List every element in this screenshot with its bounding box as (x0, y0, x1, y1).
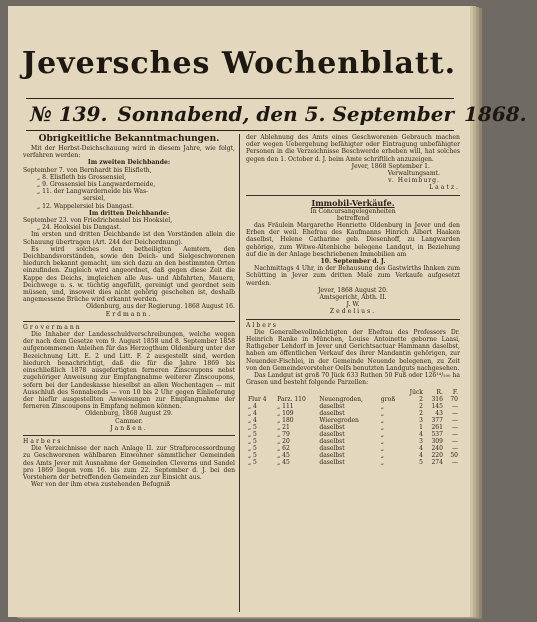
parcel-size: „ (380, 437, 384, 445)
schedule-row: „ 11. der Langwarderneide bis Was- (37, 188, 149, 196)
schedule-row: „ 9. Grossensiel bis Langwarderneide, (37, 181, 156, 189)
parcel-parz: „ 79 (277, 430, 290, 438)
table-row (246, 424, 460, 431)
parcel-parz: „ 111 (277, 402, 294, 410)
issue-date: Sonnabend, den 5. September (117, 102, 454, 126)
parcel-r: 316 (431, 395, 443, 403)
real-estate-paragraph: das Fräulein Margarethe Henriette Oldenburg in Jever und den Erben der weil. Ehefrau des Kaufmanns Hinrich Albert Haaken daselbst, Helene Catharine geb. Diesenhoff, zu Langwarden gehörige, zum Witwe-Altenbiche belegene Landgut, in Beziehung auf die in der Anlage beschriebenen Immobilien am (246, 222, 460, 258)
dike-band-heading-2: Im zweiten Deichbande: (87, 159, 171, 167)
parcel-r: 274 (431, 458, 443, 466)
parcel-flur: „ 5 (248, 444, 257, 452)
parcel-j: 2 (419, 402, 423, 410)
estate-sale-paragraph: Die Generalbevollmächtigten der Ehefrau des Professors Dr. Heinrich Ranke in München, Louise Antoinette geborne Laasi, Rathgeber Lehdorf in Jever und Gerichtsactuar Hammann daselbst, haben am öffentlichen Verkauf des ihrer Mandantin gehörigen, zur Neuender-Fischlei, in der Gemeinde Neuende belegenen, zu Zeit von den Gemeindevorsteher Oelfs benutzten Landguts nachgesehen. (246, 328, 460, 372)
parcel-j: 4 (419, 430, 423, 438)
parcel-flur: „ 5 (248, 458, 257, 466)
parcel-parz: „ 62 (277, 444, 290, 452)
dike-band-2-schedule (23, 167, 235, 210)
parcel-table (246, 389, 460, 466)
right-column (246, 134, 460, 466)
schedule-row: „ 12. Wappelersiel bis Dangast. (37, 202, 134, 210)
signature-harbers: Harbers (23, 437, 63, 445)
parcel-flur: „ 5 (248, 437, 257, 445)
parcel-flur: „ 4 (248, 402, 257, 410)
parcel-flur: „ 5 (248, 430, 257, 438)
parcel-f: — (452, 430, 458, 438)
table-row (246, 417, 460, 424)
table-row (246, 431, 460, 438)
parcel-j: 4 (419, 451, 423, 459)
parcel-parz: „ 45 (277, 451, 290, 459)
parcel-f: — (452, 402, 458, 410)
separator (246, 319, 460, 320)
signature-office: Verwaltungsamt. (387, 170, 440, 178)
parcel-desc: Wieregroden (319, 416, 359, 424)
signature-albers: Albers (246, 321, 278, 329)
schedule-row: September 7. von Bernhardt bis Elisfleth, (23, 166, 152, 174)
signature-place: Oldenburg, aus der Regierung. 1868 August 16. (86, 303, 235, 311)
section-heading-official: Obrigkeitliche Bekanntmachungen. (38, 134, 220, 144)
parcel-size: „ (380, 451, 384, 459)
schedule-row: sersiel, (83, 195, 106, 203)
parcel-r: 377 (431, 416, 443, 424)
parcel-f: — (452, 409, 458, 417)
parcel-size: „ (380, 430, 384, 438)
parcel-r: 220 (431, 451, 443, 459)
parcel-size: groß (380, 395, 396, 403)
real-estate-paragraph: Nachmittags 4 Uhr, in der Behausung des Gastwirths Ihnken zum Schütting in Jever zum dritten Male zum Verkaufe aufgesetzt werden. (246, 265, 460, 287)
signature-name: J. W. (346, 301, 360, 309)
parcel-parz: „ 21 (277, 423, 290, 431)
dike-band-heading-3: Im dritten Deichbande: (89, 209, 169, 217)
masthead-rule-bottom (26, 130, 454, 131)
parcel-f: — (452, 458, 458, 466)
separator (246, 195, 460, 196)
parcel-flur: „ 5 (248, 451, 257, 459)
parcel-desc: daselbst (319, 437, 345, 445)
parcel-flur: „ 5 (248, 423, 257, 431)
parcel-desc: daselbst (319, 458, 345, 466)
parcel-desc: daselbst (319, 402, 345, 410)
schedule-row: „ 8. Elisfleth bis Grossensiel, (37, 173, 127, 181)
parcel-r: 240 (431, 444, 443, 452)
issue-year: 1868. (463, 102, 527, 126)
parcel-f: 70 (450, 395, 458, 403)
issue-number: № 139. (30, 102, 108, 126)
signature-office: Cammer. (115, 417, 143, 425)
parcel-f: 50 (450, 451, 458, 459)
parcel-size: „ (380, 416, 384, 424)
masthead-rule-top (26, 98, 454, 99)
parcel-size: „ (380, 423, 384, 431)
table-row (246, 452, 460, 459)
table-row (246, 445, 460, 452)
parcel-j: 2 (419, 409, 423, 417)
real-estate-sub: betreffend (336, 214, 370, 222)
parcel-parz: Parz. 110 (277, 395, 306, 403)
parcel-desc: daselbst (319, 430, 345, 438)
parcel-f: — (452, 437, 458, 445)
parcel-desc: daselbst (319, 444, 345, 452)
parcel-size: „ (380, 402, 384, 410)
signature-place: Oldenburg, 1868 August 29. (85, 410, 173, 418)
real-estate-sub: In Concursangelegenheiten (310, 207, 396, 215)
left-column (23, 134, 235, 488)
newspaper-page (8, 6, 527, 617)
masthead-title: Jeversches Wochenblatt. (21, 46, 457, 81)
parcel-j: 3 (419, 416, 423, 424)
parcel-j: 2 (419, 395, 423, 403)
signature-sub: Laatz. (429, 184, 460, 192)
juror-notice-continued: Wer von der ihm etwa zustehenden Befugniß (31, 481, 171, 489)
parcel-r: 537 (431, 430, 443, 438)
parcel-flur: „ 4 (248, 409, 257, 417)
table-row (246, 438, 460, 445)
parcel-f: — (452, 416, 458, 424)
issue-line (30, 102, 527, 128)
parcel-r: 145 (431, 402, 443, 410)
section-heading-real-estate: Immobil-Verkäufe. (311, 197, 395, 208)
schedule-row: September 23. von Friedrichensiel bis Hooksiel, (23, 217, 173, 225)
parcel-j: 4 (419, 444, 423, 452)
parcel-size: „ (380, 444, 384, 452)
signature-name: Erdmann. (105, 310, 153, 318)
parcel-table-header (246, 389, 460, 396)
estate-size-paragraph: Das Landgut ist groß 70 Jück 633 Ruthen 50 Fuß oder 126¹⁴/₁₀₀ ha Grasen und besteht folgende Parzellen: (246, 372, 460, 387)
parcel-j: 5 (419, 458, 423, 466)
parcel-r: 43 (435, 409, 443, 417)
parcel-parz: „ 45 (277, 458, 290, 466)
dike-band-3-schedule (23, 217, 235, 231)
official-paragraph: Im ersten und dritten Deichbande ist den Vorständen allein die Schauung übertragen (Art. 244 der Deichordnung). (23, 231, 235, 246)
table-row (246, 396, 460, 403)
parcel-parz: „ 20 (277, 437, 290, 445)
table-row (246, 410, 460, 417)
auction-date: 10. September d. J. (320, 258, 386, 266)
bond-notice: Die Inhaber der Landesschuldverschreibungen, welche wegen der nach dem Gesetze vom 9. August 1858 und 8. September 1858 aufgenommenen Anleihen für das Herzogthum Oldenburg unter der Bezeichnung Litt. E. 2 und Litt. F. 2 ausgestellt sind, werden hiedurch benachrichtigt, daß die für die Jahre 1869 bis einschließlich 1878 ausgefertigten ferneren Zinscoupons nebst zugehöriger Anweisung zur Empfangnahme weiterer Zinscoupons, sofern bei der Landeskasse hieselbst an allen Wochentagen — mit Ausschluß des Sonnabends — von 10 bis 2 Uhr gegen Einlieferung der hiefür ausgestellten Anweisungen zur Empfangnahme der ferneren Zinscoupons in Empfang nehmen können. (23, 331, 235, 411)
signature-office: Amtsgericht, Abth. II. (319, 294, 387, 302)
juror-notice: Die Verzeichnisse der nach Anlage II. zur Strafprocessordnung zu Geschworenen wählbaren Einwohner sämmtlicher Gemeinden des Amts Jever mit Ausnahme der Gemeinden Cleverns und Sandel pro 1869 liegen vom 16. bis zum 22. September d. J. bei den Vorstehern der betreffenden Gemeinden zur Einsicht aus. (23, 445, 235, 481)
parcel-r: 309 (431, 437, 443, 445)
signature-sub: Zedelius. (329, 308, 377, 316)
parcel-r: 261 (431, 423, 443, 431)
parcel-size: „ (380, 458, 384, 466)
parcel-flur: Flur 4 (248, 395, 267, 403)
parcel-flur: „ 4 (248, 416, 257, 424)
official-paragraph: Es wird solches den betheiligten Aemtern, den Deichbandsvorständen, sowie den Deich- und Sielgeschworenen hiedurch bekannt gemacht, um sich dazu an den bestimmten Orten einzufinden. Zugleich wird angeordnet, daß gegen diese Zeit die Kappe des Deichs, imgleichen alle Aus- und Abfahrten, Mauern, Deichwege u. s. w. tüchtig angefüllt, gereinigt und geordnet sein müssen, und, insoweit dies nicht gehörig geschehen ist, deshalb angemessene Brüche wird erkannt werden. (23, 245, 235, 304)
separator (23, 435, 235, 436)
parcel-j: 1 (419, 423, 423, 431)
table-row (246, 459, 460, 466)
signature-name: Janßen. (110, 424, 148, 432)
parcel-desc: daselbst (319, 409, 345, 417)
parcel-size: „ (380, 409, 384, 417)
official-intro: Mit der Herbst-Deichschauung wird in diesem Jahre, wie folgt, verfahren werden: (23, 145, 235, 160)
separator (23, 321, 235, 322)
signature-name: v. Heimburg. (388, 177, 440, 185)
parcel-desc: daselbst (319, 451, 345, 459)
column-divider (239, 134, 240, 612)
juror-notice-continuation: der Ablehnung des Amts eines Geschworenen Gebrauch machen oder wegen Uebergehung befähigter oder Eintragung unbefähigter Personen in die Verzeichnisse Beschwerde erheben will, hat solches gegen den 1. October d. J. beim Amte schriftlich anzuzeigen. (246, 134, 460, 163)
parcel-parz: „ 180 (277, 416, 294, 424)
signature-grovermann: Grovermann (23, 323, 82, 331)
parcel-f: — (452, 423, 458, 431)
col-header-jueck: Jück (409, 388, 423, 396)
parcel-f: — (452, 444, 458, 452)
signature-place: Jever, 1868 August 20. (317, 286, 388, 294)
parcel-desc: daselbst (319, 423, 345, 431)
parcel-j: 3 (419, 437, 423, 445)
parcel-parz: „ 109 (277, 409, 294, 417)
schedule-row: „ 24. Hooksiel bis Dangast. (37, 224, 122, 232)
table-row (246, 403, 460, 410)
signature-place: Jever, 1868 September 1. (351, 162, 430, 170)
parcel-desc: Neuengroden, (319, 395, 363, 403)
col-header-ruthen: R. (436, 388, 443, 396)
col-header-fuss: F. (452, 388, 458, 396)
